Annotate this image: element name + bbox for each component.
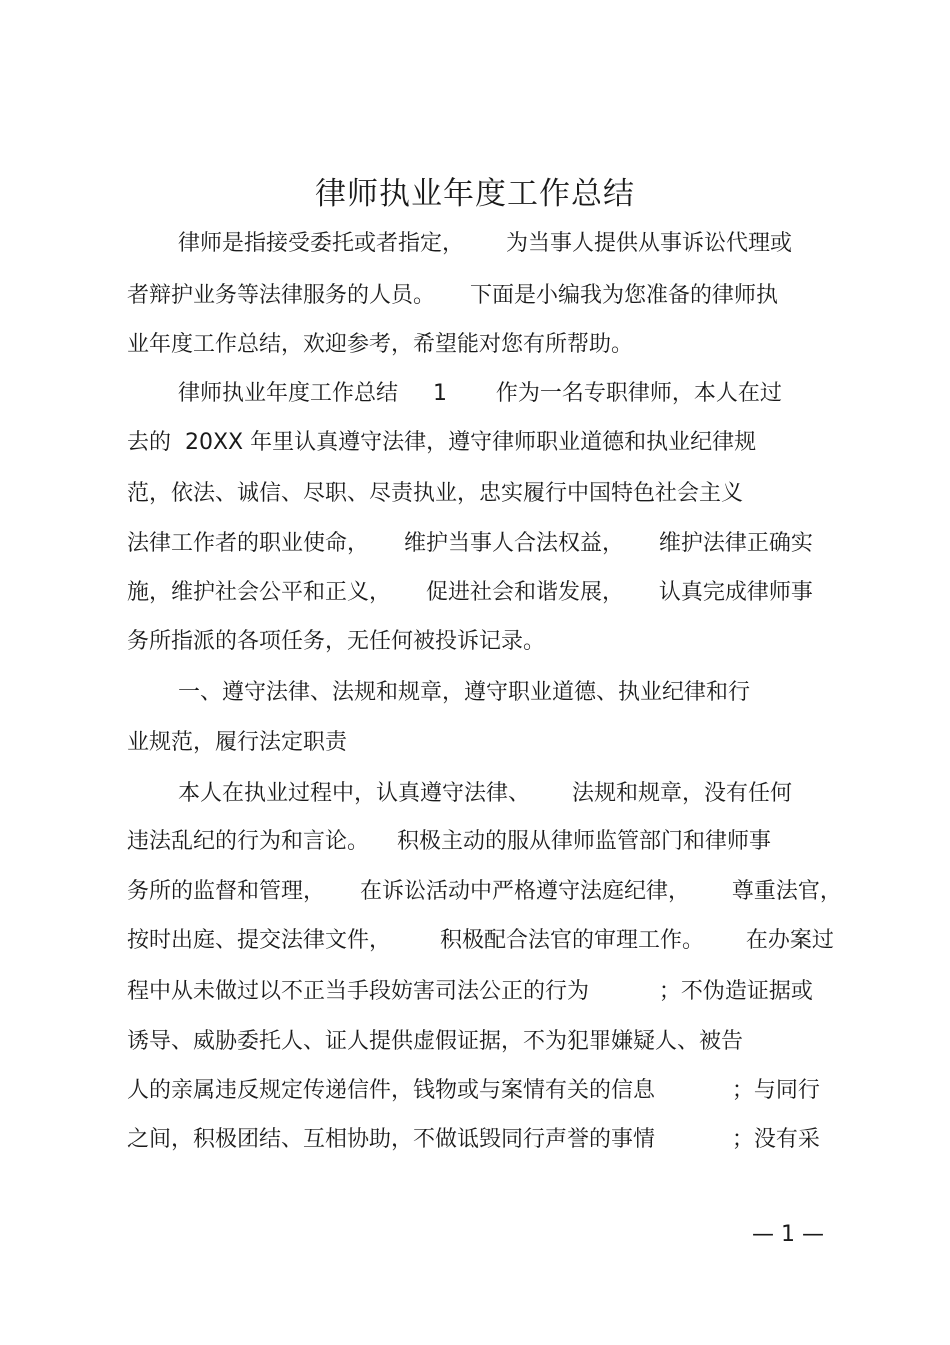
section-heading-line: 业规范，履行法定职责 — [127, 730, 348, 755]
body-line: 施，维护社会公平和正义， 促进社会和谐发展， 认真完成律师事 — [127, 580, 813, 605]
body-line: 律师执业年度工作总结 1 作为一名专职律师，本人在过 — [178, 381, 782, 406]
body-line: 业年度工作总结，欢迎参考，希望能对您有所帮助。 — [127, 332, 634, 357]
body-line: 违法乱纪的行为和言论。 积极主动的服从律师监管部门和律师事 — [127, 829, 771, 854]
body-line: 务所的监督和管理， 在诉讼活动中严格遵守法庭纪律， 尊重法官， — [127, 879, 842, 904]
body-line: 法律工作者的职业使命， 维护当事人合法权益， 维护法律正确实 — [127, 531, 813, 556]
body-line: 律师是指接受委托或者指定， 为当事人提供从事诉讼代理或 — [178, 231, 792, 256]
body-line: 范，依法、诚信、尽职、尽责执业，忠实履行中国特色社会主义 — [127, 481, 744, 506]
document-title: 律师执业年度工作总结 — [315, 176, 635, 212]
body-line: 按时出庭、提交法律文件， 积极配合法官的审理工作。 在办案过 — [127, 928, 834, 953]
body-line: 程中从未做过以不正当手段妨害司法公正的行为 ；不伪造证据或 — [127, 979, 813, 1004]
body-line: 务所指派的各项任务，无任何被投诉记录。 — [127, 629, 546, 654]
body-line: 诱导、威胁委托人、证人提供虚假证据，不为犯罪嫌疑人、被告 — [127, 1029, 744, 1054]
body-line: 本人在执业过程中，认真遵守法律、 法规和规章，没有任何 — [178, 781, 792, 806]
body-line: 去的 20XX 年里认真遵守法律，遵守律师职业道德和执业纪律规 — [127, 430, 757, 455]
body-line: 者辩护业务等法律服务的人员。 下面是小编我为您准备的律师执 — [127, 283, 778, 308]
section-heading-line: 一、遵守法律、法规和规章，遵守职业道德、执业纪律和行 — [178, 680, 751, 705]
page-number: — 1 — — [752, 1222, 824, 1247]
body-line: 人的亲属违反规定传递信件，钱物或与案情有关的信息 ；与同行 — [127, 1078, 820, 1103]
body-line: 之间，积极团结、互相协助，不做诋毁同行声誉的事情 ；没有采 — [127, 1127, 820, 1152]
